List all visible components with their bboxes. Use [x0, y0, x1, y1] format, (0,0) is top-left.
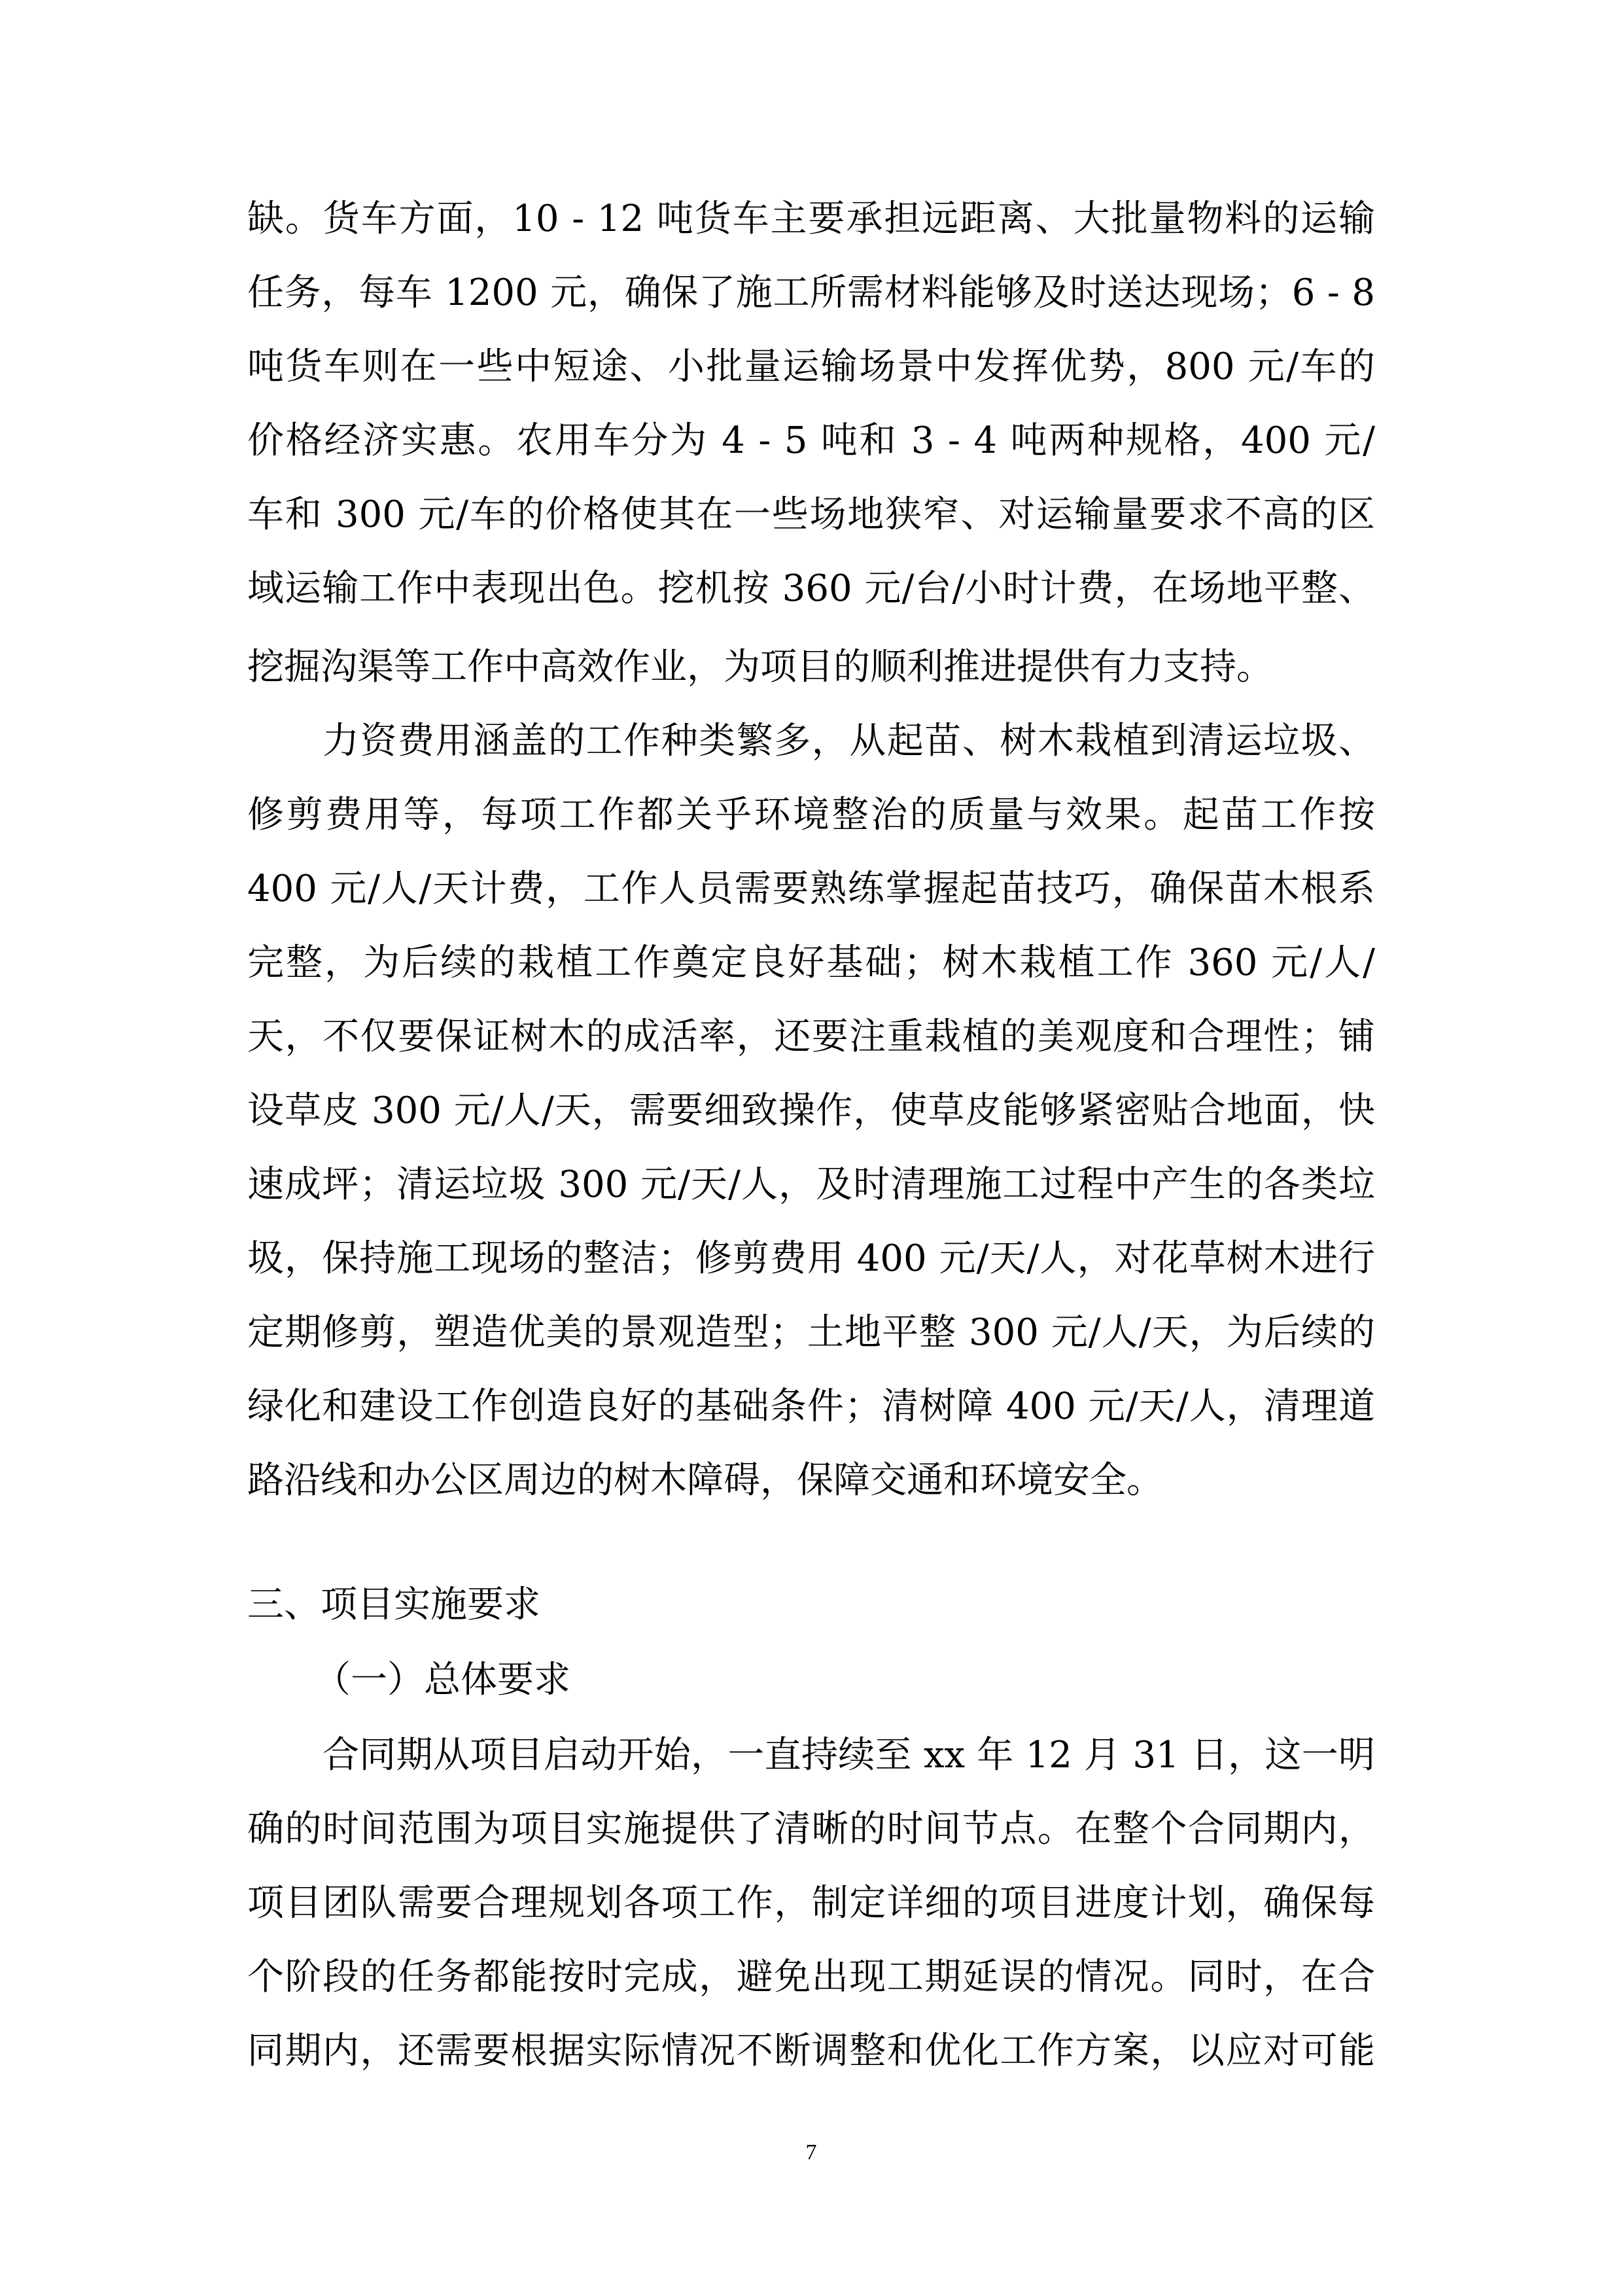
subsection-heading: （一）总体要求	[314, 1659, 570, 1701]
text-line: 400 元/人/天计费，工作人员需要熟练掌握起苗技巧，确保苗木根系	[247, 868, 1375, 910]
text-line: 吨货车则在一些中短途、小批量运输场景中发挥优势，800 元/车的	[247, 345, 1375, 388]
text-line: 绿化和建设工作创造良好的基础条件；清树障 400 元/天/人，清理道	[247, 1385, 1375, 1428]
text-line: 力资费用涵盖的工作种类繁多，从起苗、树木栽植到清运垃圾、	[323, 720, 1375, 762]
text-line: 缺。货车方面，10 - 12 吨货车主要承担远距离、大批量物料的运输	[247, 198, 1375, 240]
text-line: 速成坪；清运垃圾 300 元/天/人，及时清理施工过程中产生的各类垃	[247, 1163, 1375, 1206]
page-number: 7	[805, 2140, 817, 2164]
text-line: 车和 300 元/车的价格使其在一些场地狭窄、对运输量要求不高的区	[247, 493, 1375, 536]
text-line: 合同期从项目启动开始，一直持续至 xx 年 12 月 31 日，这一明	[323, 1734, 1375, 1776]
section-heading: 三、项目实施要求	[247, 1583, 540, 1626]
text-line: 圾，保持施工现场的整洁；修剪费用 400 元/天/人，对花草树木进行	[247, 1237, 1375, 1280]
text-line: 挖掘沟渠等工作中高效作业，为项目的顺利推进提供有力支持。	[247, 646, 1273, 688]
text-line: 天，不仅要保证树木的成活率，还要注重栽植的美观度和合理性；铺	[247, 1016, 1375, 1058]
text-line: 任务，每车 1200 元，确保了施工所需材料能够及时送达现场；6 - 8	[247, 272, 1375, 314]
text-line: 完整，为后续的栽植工作奠定良好基础；树木栽植工作 360 元/人/	[247, 942, 1375, 984]
text-line: 域运输工作中表现出色。挖机按 360 元/台/小时计费，在场地平整、	[247, 567, 1375, 610]
text-line: 个阶段的任务都能按时完成，避免出现工期延误的情况。同时，在合	[247, 1956, 1375, 1998]
text-line: 定期修剪，塑造优美的景观造型；土地平整 300 元/人/天，为后续的	[247, 1311, 1375, 1354]
text-line: 修剪费用等，每项工作都关乎环境整治的质量与效果。起苗工作按	[247, 794, 1375, 836]
text-line: 设草皮 300 元/人/天，需要细致操作，使草皮能够紧密贴合地面，快	[247, 1089, 1375, 1132]
text-line: 同期内，还需要根据实际情况不断调整和优化工作方案，以应对可能	[247, 2030, 1375, 2072]
text-line: 路沿线和办公区周边的树木障碍，保障交通和环境安全。	[247, 1459, 1163, 1502]
text-line: 项目团队需要合理规划各项工作，制定详细的项目进度计划，确保每	[247, 1882, 1375, 1924]
text-line: 确的时间范围为项目实施提供了清晰的时间节点。在整个合同期内，	[247, 1808, 1375, 1850]
text-line: 价格经济实惠。农用车分为 4 - 5 吨和 3 - 4 吨两种规格，400 元/	[247, 419, 1375, 462]
